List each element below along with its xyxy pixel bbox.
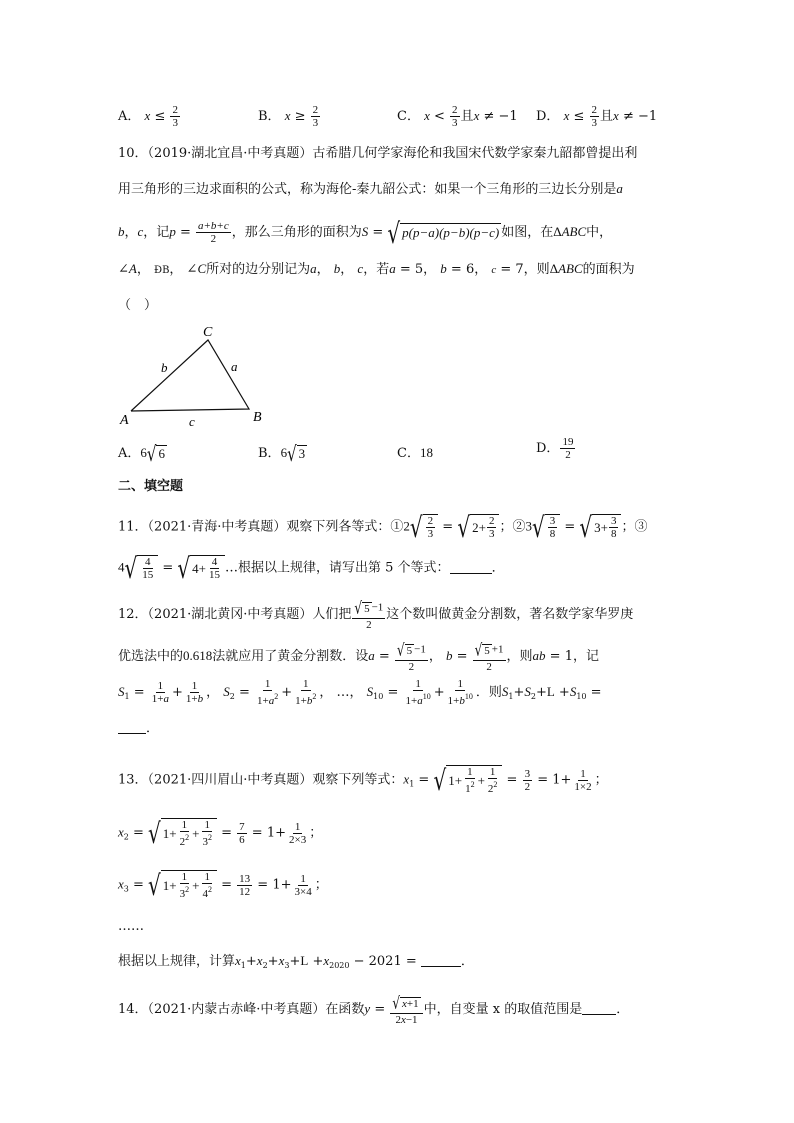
text: ． — [491, 560, 505, 576]
text: 如图，在 — [501, 225, 554, 240]
text: ，记 — [143, 225, 170, 240]
text: ． — [616, 1002, 630, 1017]
option-label: A． — [118, 109, 141, 124]
option-label: C． — [397, 446, 420, 461]
text: ；② — [499, 519, 526, 535]
q12-line-1: 12．（2021·湖北黄冈·中考真题）人们把 √ 5 −1 2 这个数叫做黄金分割数，著名数学家华罗庚 — [118, 598, 634, 631]
text: 观察下列等式： — [312, 772, 404, 788]
question-source: （2021·青海·中考真题） — [147, 519, 287, 535]
text: 观察下列各等式：① — [286, 519, 404, 535]
question-source: （2021·四川眉山·中考真题） — [147, 772, 313, 788]
and-word: 且 — [600, 109, 614, 124]
q9-option-c: C． x < $\frac{2}{3}$ 且x ≠ −1 — [397, 104, 518, 129]
q10-line-1 — [118, 145, 637, 163]
question-text: 古希腊几何学家海伦和我国宋代数学家秦九韶都曾提出利 — [312, 146, 638, 161]
q10-option-a: A．6 √ 6 — [118, 440, 165, 467]
q14-line-1: 14．（2021·内蒙古赤峰·中考真题）在函数y = √ x +1 2x−1 中，自变量 x 的取值范围是 ． — [118, 993, 630, 1026]
q13-line-4: 根据以上规律，计算$x_1+x_2+x_3+L +x_{2020} - 2021$ = ． — [118, 953, 474, 970]
q13-line-3: $x_3$ = √ 1+ 1 $3^2$ + 1 $4^2$ = $\frac{13}{12}$ = 1+ $\frac{1}{3\times 4}$ ； — [118, 868, 328, 902]
text: 的面积为 — [582, 262, 635, 277]
q13-line-2: $x_2$ = √ 1+ 1 $2^2$ + 1 $3^2$ = $\frac{7}{6}$ = 1+ $\frac{1}{2\times 3}$ ； — [118, 816, 323, 850]
triangle-figure — [115, 320, 275, 430]
text: ；③ — [621, 519, 648, 535]
side-b-label: b — [161, 360, 168, 375]
question-source: （2021·内蒙古赤峰·中考真题） — [147, 1002, 326, 1017]
side-c-label: c — [189, 414, 195, 429]
q9-option-a: A． x ≤ $\frac{2}{3}$ — [118, 104, 178, 129]
q12-line-2: 优选法中的0.618法就应用了黄金分割数．设a = √ 5 −1 2 ， b = √ 5 +1 2 ，则ab = 1，记 — [118, 640, 599, 673]
q10-option-c — [397, 442, 433, 461]
q13-line-1: 13．（2021·四川眉山·中考真题）观察下列等式：$x_1$ = √ 1+ 1 $1^2$ + 1 $2^2$ = $\frac{3}{2}$ = 1+ $\frac{1}{1\times 2}$ ； — [118, 763, 608, 797]
option-label: B． — [258, 109, 281, 124]
text: 法就应用了黄金分割数．设 — [212, 649, 369, 664]
section-title: 二、填空题 — [118, 479, 184, 494]
option-label: C． — [397, 109, 420, 124]
q9-option-b: B． x ≥ $\frac{2}{3}$ — [258, 104, 319, 129]
answer-blank[interactable] — [421, 954, 461, 967]
answer-blank[interactable] — [450, 561, 492, 574]
text: ，若 — [363, 262, 390, 277]
option-label: B． — [258, 446, 281, 461]
question-source: （2021·湖北黄冈·中考真题） — [147, 607, 313, 622]
text: ，那么三角形的面积为 — [231, 225, 362, 240]
q9-option-d: D． x ≤ $\frac{2}{3}$ 且x ≠ −1 — [536, 104, 658, 129]
text: ，记 — [572, 649, 599, 664]
text: …根据以上规律，请写出第 5 个等式： — [225, 560, 450, 576]
question-number: 13． — [118, 772, 148, 788]
text: ． — [146, 721, 160, 736]
answer-blank[interactable] — [582, 1002, 616, 1015]
q11-line-2: 4 √ 4 15 = √ 4+ 4 15 …根据以上规律，请写出第 5 个等式： ． — [118, 551, 505, 585]
text: 在函数 — [325, 1002, 365, 1017]
text: 根据以上规律，计算 — [118, 954, 236, 969]
and-word: 且 — [460, 109, 474, 124]
q10-option-d: D． $\frac{19}{2}$ — [536, 436, 574, 461]
question-number: 14． — [118, 1002, 148, 1017]
text: ． — [460, 954, 474, 969]
question-number: 10． — [118, 146, 148, 161]
value: 0.618 — [183, 648, 213, 663]
q10-line-2: 用三角形的三边求面积的公式，称为海伦-秦九韶公式：如果一个三角形的三边长分别是a — [118, 181, 623, 197]
side-a-label: a — [231, 359, 238, 374]
q11-line-1: 11．（2021·青海·中考真题）观察下列各等式：①2 √ 2 3 = √ 2+ 2 3 ；②3 √ 3 8 = √ 3+ 3 8 ；③ — [118, 510, 648, 544]
text: 中，自变量 x 的取值范围是 — [423, 1002, 583, 1017]
option-label: D． — [536, 109, 560, 124]
q12-line-4 — [118, 720, 159, 738]
answer-paren: （ ） — [118, 298, 158, 313]
vertex-a-label: A — [120, 413, 129, 428]
text: 所对的边分别记为 — [206, 262, 311, 277]
vertex-c-label: C — [203, 325, 213, 340]
q10-option-b: B．6 √ 3 — [258, 440, 306, 467]
q12-line-3: $S_1$ = $\frac{1}{1+a}$ + $\frac{1}{1+b}$ ， $S_2$ = $\frac{1}{1+a^2}$ + $\frac{1}{1+b^2}$ ， …， $S_{10}$ = $\frac{1}{1+a^{10}}$ + $\frac{1}{1+b^{10}}$ ．则$S_1+S_2+L +S_{10}$ = — [118, 678, 602, 707]
text: 中， — [586, 225, 613, 240]
text: 优选法中的 — [118, 649, 184, 664]
question-source: （2019·湖北宜昌·中考真题） — [147, 146, 313, 161]
text: ，则 — [523, 262, 550, 277]
question-text: 用三角形的三边求面积的公式，称为海伦-秦九韶公式：如果一个三角形的三边长分别是 — [118, 182, 617, 197]
text: ， — [124, 225, 138, 240]
text: ，则 — [506, 649, 533, 664]
text: 人们把 — [312, 607, 352, 622]
option-value: 18 — [419, 445, 433, 460]
question-number: 12． — [118, 607, 148, 622]
q10-line-4: ∠A， ÐB， ∠C所对的边分别记为a， b， c，若a = 5， b = 6， c = 7，则ΔABC的面积为 — [118, 261, 635, 277]
q10-paren — [118, 297, 157, 315]
answer-blank[interactable] — [118, 721, 146, 734]
question-number: 11． — [118, 519, 148, 535]
q10-line-3: b，c，记p = $\frac{a+b+c}{2}$ ，那么三角形的面积为S = √ p(p−a)(p−b)(p−c) 如图，在ΔABC中， — [118, 215, 613, 250]
vertex-b-label: B — [253, 410, 262, 425]
option-label: D． — [536, 441, 560, 456]
triangle-abc — [131, 340, 249, 411]
text: ．则 — [475, 685, 502, 700]
q13-dots: …… — [118, 919, 144, 934]
option-label: A． — [118, 446, 141, 461]
text: 这个数叫做黄金分割数，著名数学家华罗庚 — [386, 607, 634, 622]
